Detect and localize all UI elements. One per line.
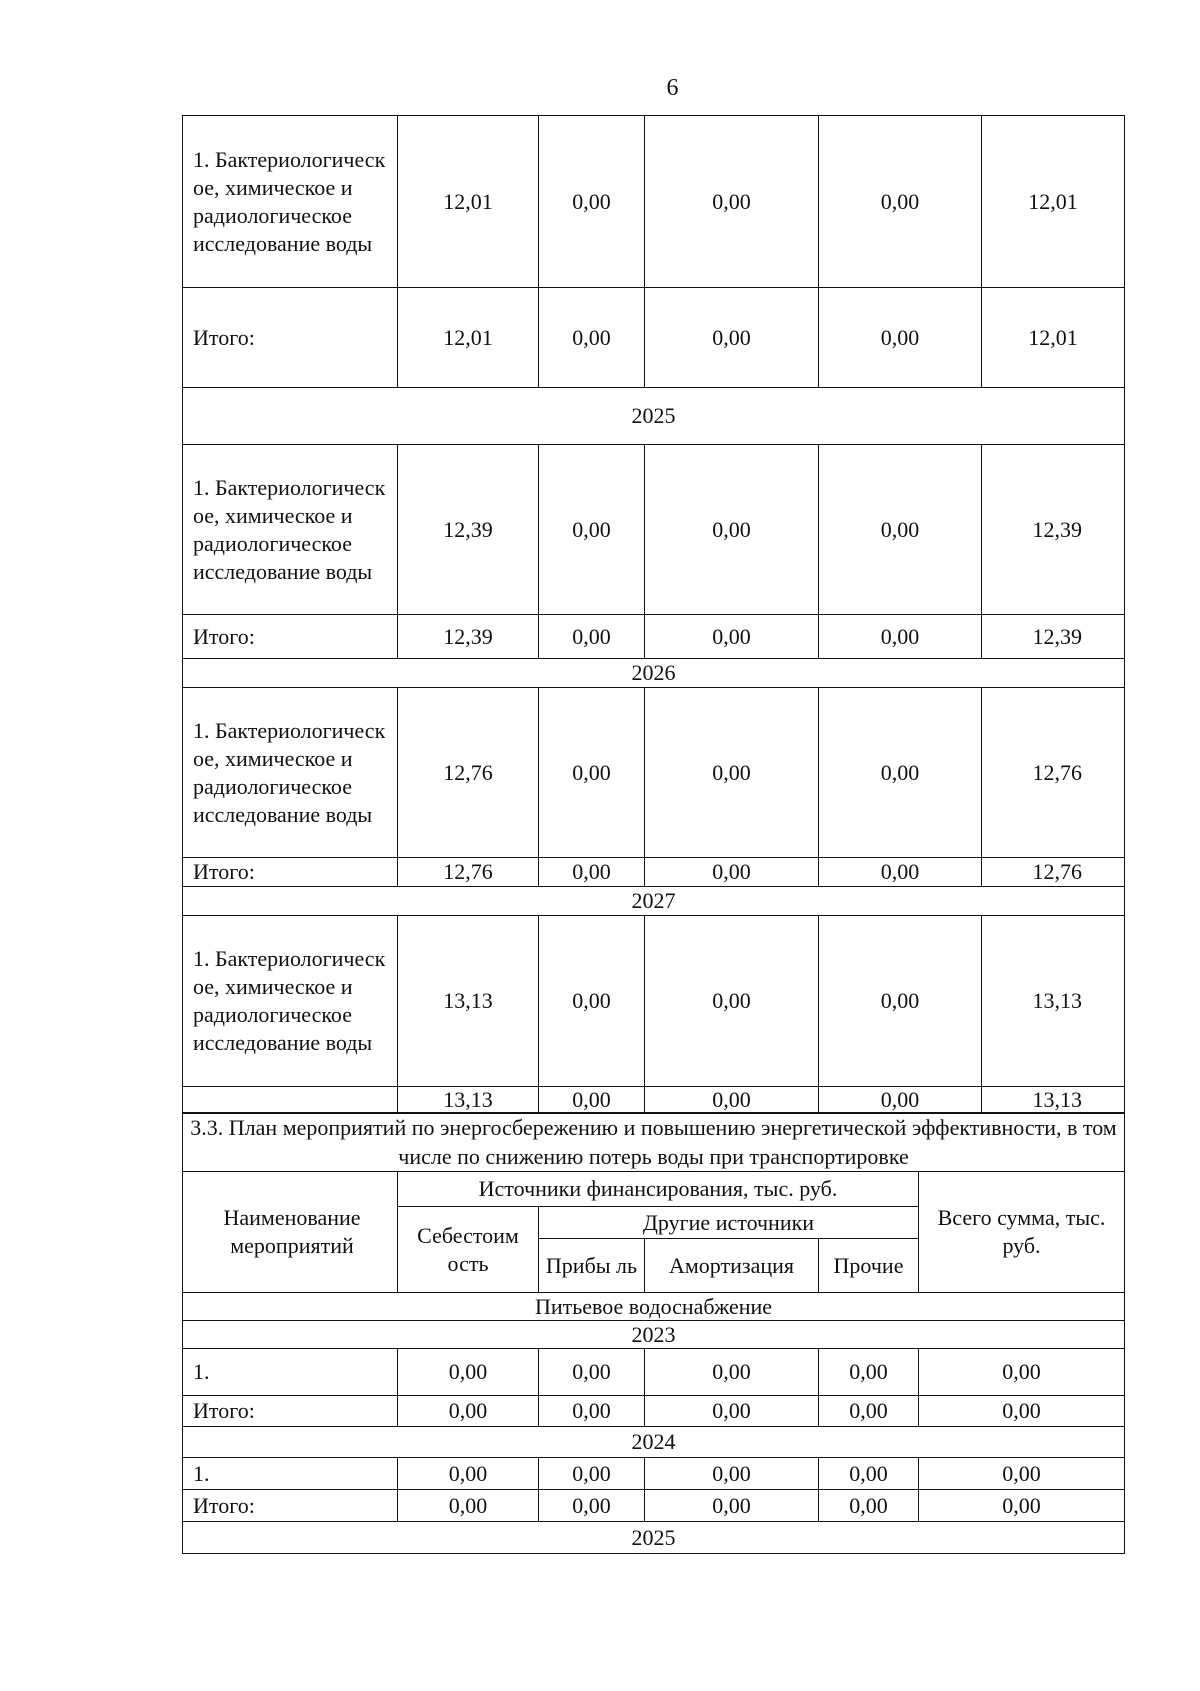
header-cost: Себестоим ость bbox=[398, 1207, 539, 1293]
total-row-value-2: 0,00 bbox=[539, 1490, 645, 1522]
year-label: 2027 bbox=[183, 887, 1125, 916]
total-row-value-5: 13,13 bbox=[982, 1087, 1125, 1114]
energy-saving-plan-table bbox=[182, 1112, 1125, 1554]
item-row-value-5: 12,39 bbox=[982, 445, 1125, 615]
item-row-value-3: 0,00 bbox=[645, 916, 819, 1087]
total-row-value-3: 0,00 bbox=[645, 1396, 819, 1427]
item-row bbox=[183, 445, 1125, 615]
total-row-label: Итого: bbox=[183, 1490, 398, 1522]
item-row-value-5: 13,13 bbox=[982, 916, 1125, 1087]
page-number: 6 bbox=[666, 75, 679, 101]
total-row-value-1: 0,00 bbox=[398, 1490, 539, 1522]
item-row-label: 1. Бактериологическ ое, химическое и радиологическое исследование воды bbox=[183, 445, 398, 615]
item-row-value-1: 13,13 bbox=[398, 916, 539, 1087]
item-row bbox=[183, 1458, 1125, 1490]
total-row-value-2: 0,00 bbox=[539, 1396, 645, 1427]
total-row-value-5: 0,00 bbox=[919, 1396, 1125, 1427]
year-label: 2024 bbox=[183, 1427, 1125, 1458]
year-row bbox=[183, 1522, 1125, 1554]
item-row-value-3: 0,00 bbox=[645, 1349, 819, 1396]
total-row-value-4: 0,00 bbox=[819, 1490, 919, 1522]
item-row-value-4: 0,00 bbox=[819, 916, 982, 1087]
total-row-label: Итого: bbox=[183, 288, 398, 388]
total-row bbox=[183, 858, 1125, 887]
total-row-value-1: 0,00 bbox=[398, 1396, 539, 1427]
total-row bbox=[183, 288, 1125, 388]
header-sources: Источники финансирования, тыс. руб. bbox=[398, 1172, 919, 1207]
header-other: Прочие bbox=[819, 1239, 919, 1293]
header-profit: Прибы ль bbox=[539, 1239, 645, 1293]
total-row-value-4: 0,00 bbox=[819, 615, 982, 659]
year-label: 2025 bbox=[183, 1522, 1125, 1554]
year-row bbox=[183, 887, 1125, 916]
total-row bbox=[183, 1087, 1125, 1114]
header-row-1 bbox=[183, 1172, 1125, 1207]
item-row-value-4: 0,00 bbox=[819, 116, 982, 288]
total-row-value-3: 0,00 bbox=[645, 288, 819, 388]
item-row-value-4: 0,00 bbox=[819, 1458, 919, 1490]
item-row-value-5: 0,00 bbox=[919, 1349, 1125, 1396]
total-row bbox=[183, 1490, 1125, 1522]
subsection-title: Питьевое водоснабжение bbox=[183, 1293, 1125, 1321]
total-row-value-3: 0,00 bbox=[645, 1087, 819, 1114]
item-row-value-2: 0,00 bbox=[539, 1458, 645, 1490]
item-row bbox=[183, 688, 1125, 858]
item-row-value-5: 12,01 bbox=[982, 116, 1125, 288]
year-label: 2023 bbox=[183, 1321, 1125, 1349]
total-row-label: Итого: bbox=[183, 858, 398, 887]
total-row-value-5: 0,00 bbox=[919, 1490, 1125, 1522]
total-row-label: Итого: bbox=[183, 1396, 398, 1427]
item-row-value-2: 0,00 bbox=[539, 445, 645, 615]
section-title-row bbox=[183, 1113, 1125, 1172]
item-row-label: 1. Бактериологическ ое, химическое и радиологическое исследование воды bbox=[183, 688, 398, 858]
year-label: 2025 bbox=[183, 388, 1125, 445]
total-row-value-5: 12,76 bbox=[982, 858, 1125, 887]
item-row-value-3: 0,00 bbox=[645, 688, 819, 858]
total-row-value-1: 12,39 bbox=[398, 615, 539, 659]
subsection-row bbox=[183, 1293, 1125, 1321]
total-row-value-5: 12,01 bbox=[982, 288, 1125, 388]
year-label: 2026 bbox=[183, 659, 1125, 688]
total-row-value-3: 0,00 bbox=[645, 615, 819, 659]
item-row bbox=[183, 1349, 1125, 1396]
item-row-value-4: 0,00 bbox=[819, 445, 982, 615]
item-row-value-2: 0,00 bbox=[539, 916, 645, 1087]
item-row-value-2: 0,00 bbox=[539, 116, 645, 288]
total-row-value-4: 0,00 bbox=[819, 1087, 982, 1114]
total-row-value-4: 0,00 bbox=[819, 1396, 919, 1427]
item-row-value-2: 0,00 bbox=[539, 688, 645, 858]
total-row bbox=[183, 1396, 1125, 1427]
year-row bbox=[183, 659, 1125, 688]
item-row-value-5: 0,00 bbox=[919, 1458, 1125, 1490]
total-row-value-2: 0,00 bbox=[539, 1087, 645, 1114]
item-row-value-3: 0,00 bbox=[645, 1458, 819, 1490]
total-row-value-1: 13,13 bbox=[398, 1087, 539, 1114]
total-row bbox=[183, 615, 1125, 659]
header-name-col: Наименование мероприятий bbox=[183, 1172, 398, 1293]
header-amortization: Амортизация bbox=[645, 1239, 819, 1293]
item-row bbox=[183, 916, 1125, 1087]
item-row-value-4: 0,00 bbox=[819, 1349, 919, 1396]
total-row-value-2: 0,00 bbox=[539, 858, 645, 887]
item-row bbox=[183, 116, 1125, 288]
total-row-value-4: 0,00 bbox=[819, 288, 982, 388]
total-row-value-1: 12,01 bbox=[398, 288, 539, 388]
year-row bbox=[183, 388, 1125, 445]
year-row bbox=[183, 1321, 1125, 1349]
item-row-value-1: 0,00 bbox=[398, 1458, 539, 1490]
item-row-value-2: 0,00 bbox=[539, 1349, 645, 1396]
total-row-value-5: 12,39 bbox=[982, 615, 1125, 659]
total-row-value-1: 12,76 bbox=[398, 858, 539, 887]
item-row-label: 1. Бактериологическ ое, химическое и радиологическое исследование воды bbox=[183, 116, 398, 288]
total-row-label: Итого: bbox=[183, 615, 398, 659]
year-row bbox=[183, 1427, 1125, 1458]
total-row-value-3: 0,00 bbox=[645, 1490, 819, 1522]
total-row-value-3: 0,00 bbox=[645, 858, 819, 887]
item-row-value-3: 0,00 bbox=[645, 116, 819, 288]
section-title: 3.3. План мероприятий по энергосбережению и повышению энергетической эффективности, в том числе по снижению потерь воды при транспортировке bbox=[183, 1113, 1125, 1172]
item-row-value-5: 12,76 bbox=[982, 688, 1125, 858]
item-row-label: 1. bbox=[183, 1349, 398, 1396]
item-row-value-1: 12,01 bbox=[398, 116, 539, 288]
item-row-value-4: 0,00 bbox=[819, 688, 982, 858]
item-row-label: 1. Бактериологическ ое, химическое и радиологическое исследование воды bbox=[183, 916, 398, 1087]
total-row-value-2: 0,00 bbox=[539, 615, 645, 659]
budget-table-water-research bbox=[182, 115, 1125, 1114]
header-other-sources: Другие источники bbox=[539, 1207, 919, 1239]
total-row-label bbox=[183, 1087, 398, 1114]
item-row-value-1: 12,76 bbox=[398, 688, 539, 858]
item-row-value-3: 0,00 bbox=[645, 445, 819, 615]
total-row-value-4: 0,00 bbox=[819, 858, 982, 887]
item-row-label: 1. bbox=[183, 1458, 398, 1490]
item-row-value-1: 12,39 bbox=[398, 445, 539, 615]
header-total-sum: Всего сумма, тыс. руб. bbox=[919, 1172, 1125, 1293]
item-row-value-1: 0,00 bbox=[398, 1349, 539, 1396]
total-row-value-2: 0,00 bbox=[539, 288, 645, 388]
